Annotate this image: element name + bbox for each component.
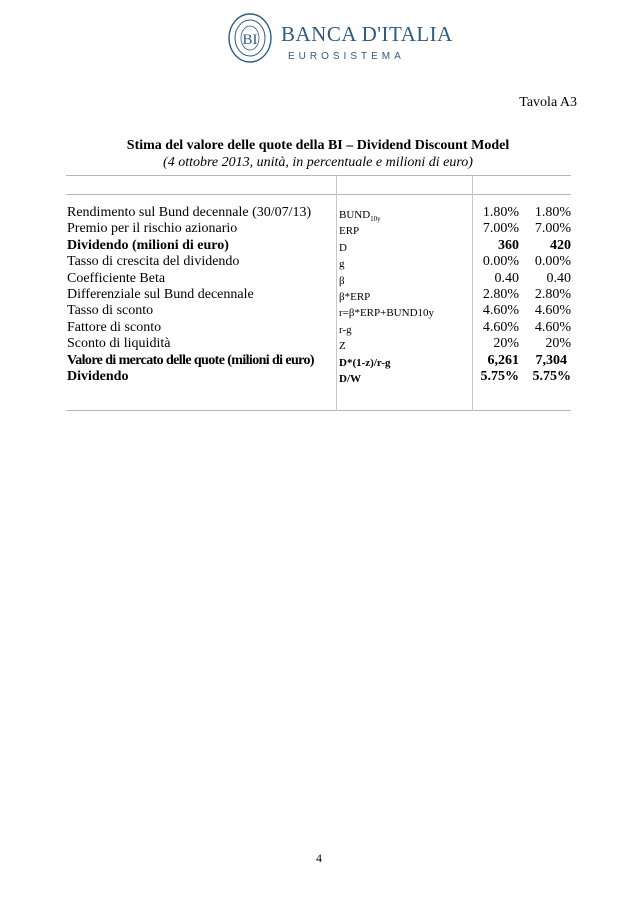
row-formula: r=β*ERP+BUND10y bbox=[339, 307, 435, 320]
row-formula: $BUND_{10y}$ bbox=[339, 209, 381, 224]
row-value-1: 1.80% bbox=[482, 205, 519, 220]
row-value-2: 4.60% bbox=[534, 303, 571, 319]
row-formula: D/W bbox=[339, 372, 361, 385]
row-value-2: 2.80% bbox=[534, 286, 571, 302]
row-formula: Z bbox=[339, 340, 346, 353]
row-label: Sconto di liquidità bbox=[67, 336, 171, 352]
table-row bbox=[66, 238, 571, 254]
row-value-1: 4.60% bbox=[482, 303, 519, 319]
row-value-2: 0.40 bbox=[546, 270, 571, 286]
table-row bbox=[66, 221, 571, 237]
row-formula: β*ERP bbox=[339, 290, 371, 303]
table-row bbox=[66, 353, 571, 369]
table-bottom-rule bbox=[66, 410, 571, 411]
row-value-2: 20% bbox=[545, 336, 571, 352]
row-value-2: 7.00% bbox=[534, 221, 571, 237]
row-value-2: 1.80% bbox=[534, 205, 571, 220]
banca-italia-logo bbox=[226, 12, 453, 64]
table-row bbox=[66, 336, 571, 352]
row-formula: D*(1-z)/r-g bbox=[339, 356, 391, 369]
logo-subtitle: EUROSISTEMA bbox=[288, 51, 405, 62]
logo-name: BANCA D'ITALIA bbox=[281, 22, 453, 46]
row-value-1: 4.60% bbox=[482, 319, 519, 335]
row-value-1: 20% bbox=[493, 336, 519, 352]
page-number: 4 bbox=[316, 851, 322, 865]
row-formula: β bbox=[339, 274, 345, 287]
row-label: Rendimento sul Bund decennale (30/07/13) bbox=[67, 205, 312, 220]
row-label: Fattore di sconto bbox=[67, 319, 162, 335]
row-value-1: 7.00% bbox=[482, 221, 519, 237]
row-value-2: 4.60% bbox=[534, 319, 571, 335]
table-subtitle: (4 ottobre 2013, unità, in percentuale e milioni di euro) bbox=[163, 155, 473, 170]
row-formula: D bbox=[339, 241, 347, 254]
table-row bbox=[66, 287, 571, 303]
table-row bbox=[66, 254, 571, 270]
row-label: Differenziale sul Bund decennale bbox=[67, 286, 254, 302]
bi-monogram-icon bbox=[226, 12, 274, 64]
row-label: Tasso di sconto bbox=[67, 303, 154, 319]
table-top-rule bbox=[66, 175, 571, 176]
table-row bbox=[66, 271, 571, 287]
table-row bbox=[66, 205, 571, 224]
row-label: Tasso di crescita del dividendo bbox=[67, 254, 240, 270]
row-value-2: 0.00% bbox=[534, 254, 571, 270]
table-header-rule bbox=[66, 194, 571, 195]
table-row bbox=[66, 303, 571, 319]
row-formula: ERP bbox=[339, 225, 360, 238]
table-row bbox=[66, 320, 571, 336]
svg-text:BI: BI bbox=[242, 32, 258, 48]
row-value-1: 2.80% bbox=[482, 286, 519, 302]
valuation-table bbox=[66, 205, 571, 385]
row-value-1: 360 bbox=[498, 237, 519, 253]
row-value-2: 420 bbox=[550, 237, 571, 253]
row-value-1: 5.75% bbox=[480, 368, 519, 384]
table-row bbox=[66, 369, 571, 385]
row-value-2: 5.75% bbox=[532, 368, 571, 384]
row-label: Valore di mercato delle quote (milioni di euro) bbox=[67, 352, 314, 368]
row-value-2: 7,304 bbox=[535, 352, 567, 368]
table-label: Tavola A3 bbox=[519, 95, 577, 110]
row-label: Coefficiente Beta bbox=[67, 270, 166, 286]
row-label: Dividendo (milioni di euro) bbox=[67, 237, 229, 253]
row-formula: g bbox=[339, 258, 345, 271]
row-value-1: 0.00% bbox=[482, 254, 519, 270]
table-title: Stima del valore delle quote della BI – Dividend Discount Model bbox=[126, 138, 510, 153]
row-value-1: 6,261 bbox=[487, 352, 519, 368]
row-label: Premio per il rischio azionario bbox=[67, 221, 238, 237]
row-value-1: 0.40 bbox=[494, 270, 519, 286]
row-formula: r-g bbox=[339, 323, 352, 336]
row-label: Dividendo bbox=[67, 368, 129, 384]
